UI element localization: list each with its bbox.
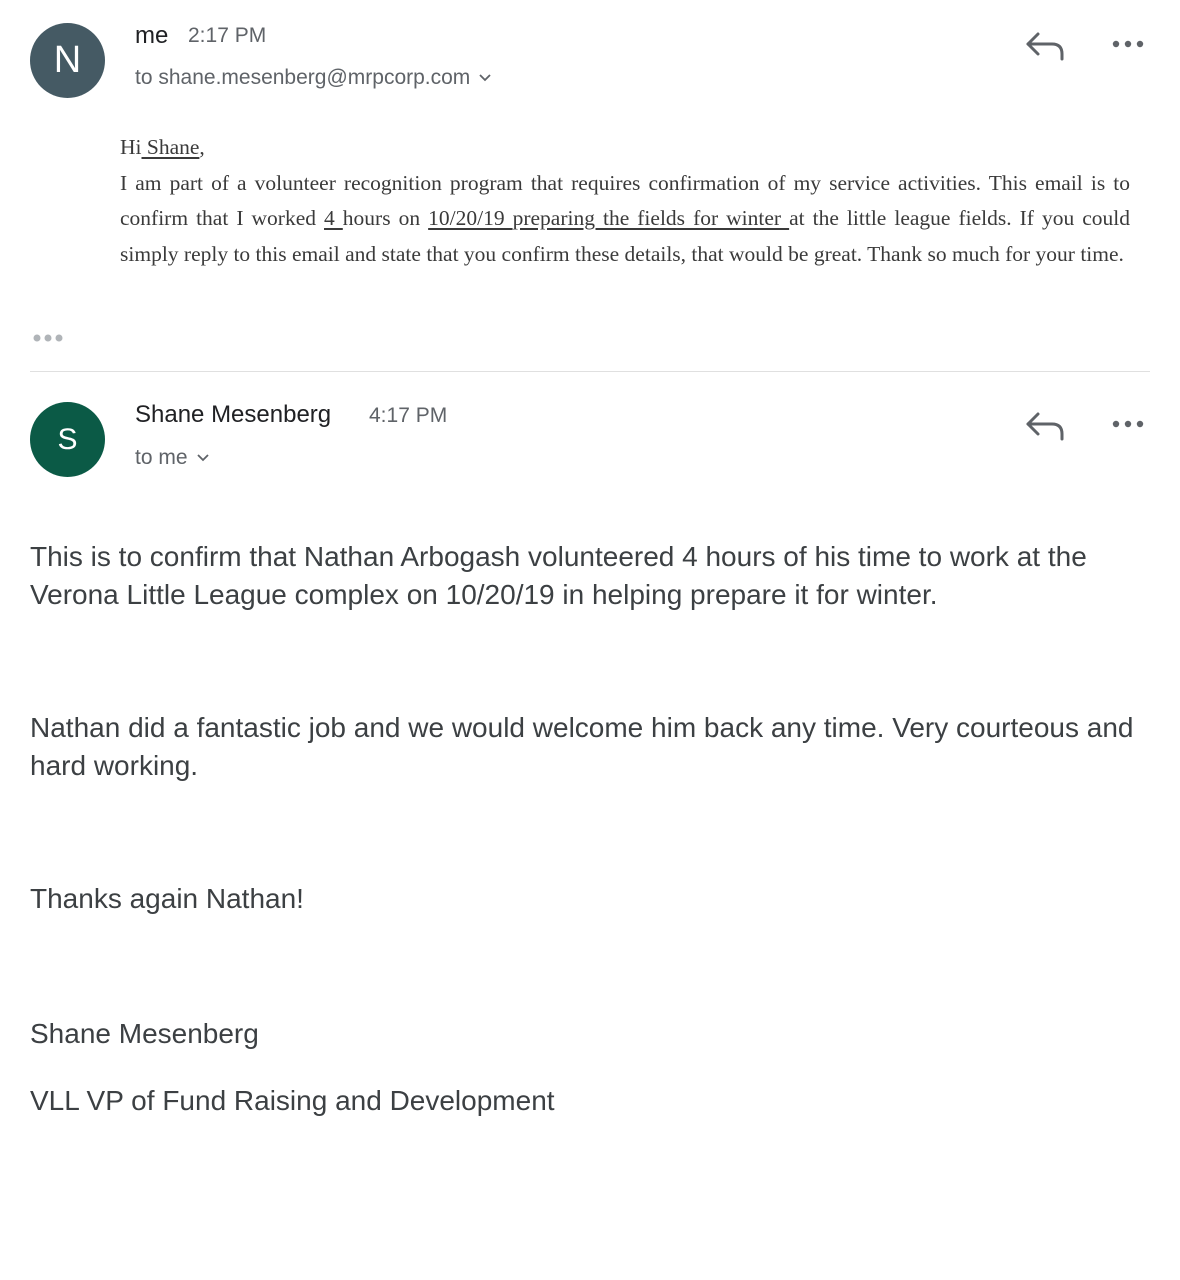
- reply-icon: [1024, 28, 1068, 64]
- greeting-line: [120, 130, 1130, 166]
- more-options-icon: [1108, 414, 1148, 434]
- sender-name: me: [135, 22, 169, 49]
- hours-value: 4: [324, 206, 343, 230]
- recipient-text: to me: [135, 446, 188, 469]
- message-body-2: [30, 538, 1150, 1120]
- avatar-letter: N: [53, 39, 82, 81]
- reply-icon: [1024, 408, 1068, 444]
- greeting-hi: Hi: [120, 135, 142, 159]
- more-options-icon: [1108, 34, 1148, 54]
- more-options-button[interactable]: [1108, 414, 1148, 439]
- message-time: 2:17 PM: [188, 24, 267, 47]
- more-options-button[interactable]: [1108, 34, 1148, 59]
- request-text-1: I am part of a volunteer recognition program that requires confirmation of my service activities. This email is to confirm that I worked: [120, 170, 1130, 230]
- praise-paragraph: Nathan did a fantastic job and we would welcome him back any time. Very courteous and hard working.: [30, 712, 1134, 781]
- message-divider: [30, 371, 1150, 372]
- reply-button[interactable]: [1024, 28, 1068, 69]
- chevron-down-icon: [478, 73, 492, 83]
- message-body-1: [120, 130, 1130, 272]
- trimmed-content-icon: [30, 328, 66, 348]
- activity-value: preparing the fields for winter: [512, 206, 790, 230]
- sender-name: Shane Mesenberg: [135, 401, 332, 428]
- show-trimmed-content-button[interactable]: [30, 328, 66, 353]
- date-value: 10/20/19: [428, 206, 513, 230]
- avatar-shane[interactable]: [30, 402, 105, 477]
- chevron-down-icon: [196, 453, 210, 463]
- avatar-letter: S: [57, 422, 78, 456]
- avatar-me[interactable]: [30, 23, 105, 98]
- signature-name: Shane Mesenberg: [30, 1017, 259, 1049]
- confirmation-paragraph: This is to confirm that Nathan Arbogash volunteered 4 hours of his time to work at the Verona Little League complex on 10/20/19 in helping prepare it for winter.: [30, 541, 1087, 610]
- reply-button[interactable]: [1024, 408, 1068, 449]
- message-time: 4:17 PM: [369, 404, 448, 427]
- signature-title: VLL VP of Fund Raising and Development: [30, 1085, 555, 1116]
- recipient-text: to shane.mesenberg@mrpcorp.com: [135, 66, 471, 89]
- request-text-2: hours on: [342, 206, 429, 230]
- recipient-details-toggle[interactable]: [135, 446, 210, 470]
- request-text-4: at the little league fields. If you could simply reply to this email and state that you confirm these details, that would be great. Thank so much for your time.: [120, 206, 1131, 266]
- thanks-paragraph: Thanks again Nathan!: [30, 883, 304, 914]
- recipient-details-toggle[interactable]: [135, 66, 492, 90]
- request-paragraph: [120, 166, 1130, 273]
- greeting-name: Shane: [141, 135, 200, 159]
- greeting-comma: ,: [199, 135, 205, 159]
